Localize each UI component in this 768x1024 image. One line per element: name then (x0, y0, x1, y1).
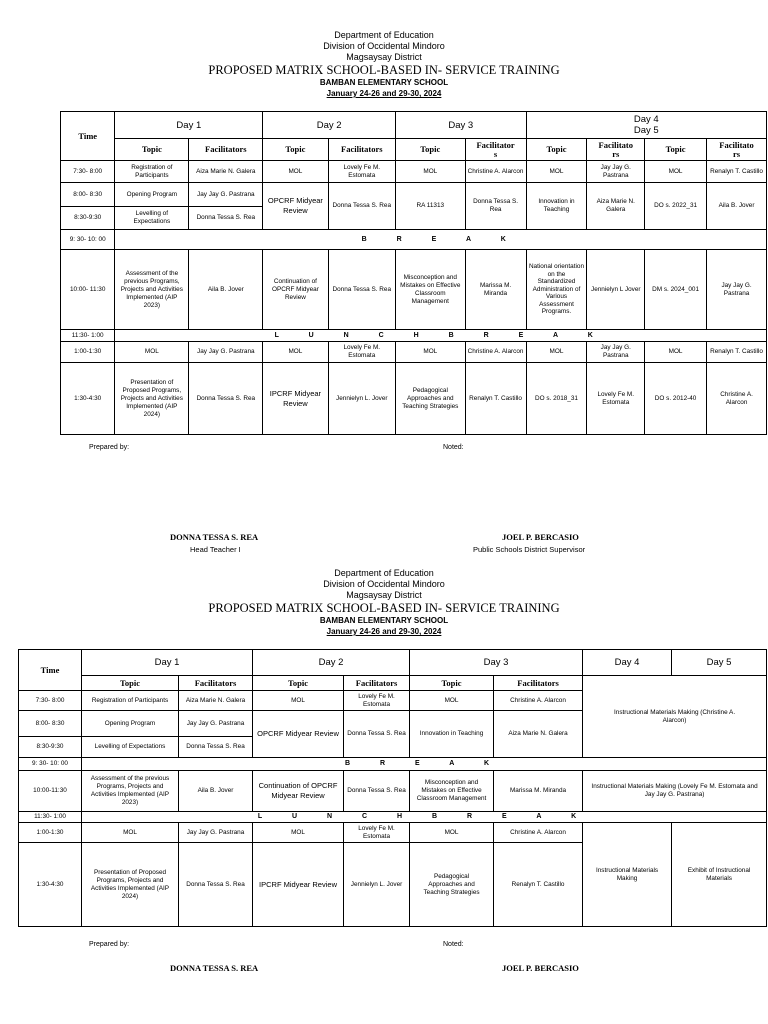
table-row (61, 342, 767, 363)
topic-cell: Misconception and Mistakes on Effective Classroom Management (396, 250, 466, 330)
day5-afternoon-cell: Exhibit of Instructional Materials (672, 823, 767, 927)
document-title: PROPOSED MATRIX SCHOOL-BASED IN- SERVICE TRAINING (208, 63, 560, 77)
topic-cell: MOL (263, 342, 328, 363)
topic-cell: MOL (396, 342, 466, 363)
time-cell: 8:30-9:30 (61, 207, 115, 230)
topic-cell: National orientation on the Standardized Administration of Various Assessment Programs. (526, 250, 587, 330)
break-label: B R E A K (115, 230, 767, 250)
topic-header: Topic (253, 676, 344, 691)
topic-cell: RA 11313 (396, 183, 466, 230)
training-dates: January 24-26 and 29-30, 2024 (326, 627, 442, 636)
noter-role: Public Schools District Supervisor (473, 545, 586, 554)
facilitator-cell: Christine A. Alarcon (494, 823, 583, 843)
noted-label: Noted: (443, 444, 464, 451)
document-header-1 (0, 30, 768, 99)
facilitator-cell: Donna Tessa S. Rea (465, 183, 526, 230)
day5-header: Day 5 (633, 125, 659, 136)
facilitator-cell: Christine A. Alarcon (707, 363, 767, 435)
topic-cell: MOL (645, 161, 707, 183)
time-cell: 9: 30- 10: 00 (61, 230, 115, 250)
topic-cell: Assessment of the previous Programs, Projects and Activities Implemented (AIP 2023) (115, 250, 189, 330)
table-row (61, 250, 767, 330)
topic-cell: Innovation in Teaching (526, 183, 587, 230)
facilitator-cell: Aila B. Jover (189, 250, 263, 330)
break-label: B R E A K (82, 758, 767, 771)
facilitator-cell: Aila B. Jover (179, 771, 253, 812)
topic-cell: OPCRF Midyear Review (253, 711, 344, 758)
topic-header: Topic (645, 139, 707, 161)
table-row (61, 161, 767, 183)
facilitators-header: Facilitators (494, 676, 583, 691)
facilitator-cell: Jay Jay G. Pastrana (189, 183, 263, 207)
facilitators-header: Facilitato rs (587, 139, 645, 161)
lunch-break-row (19, 812, 767, 823)
training-matrix-table-1 (60, 111, 767, 435)
training-matrix-table-2 (18, 649, 767, 927)
division-name: Division of Occidental Mindoro (323, 41, 445, 51)
time-cell: 10:00-11:30 (19, 771, 82, 812)
facilitator-cell: Jennielyn L. Jover (328, 363, 395, 435)
facilitator-cell: Lovely Fe M. Estomata (587, 363, 645, 435)
topic-header: Topic (263, 139, 328, 161)
topic-cell: MOL (253, 823, 344, 843)
facilitator-cell: Aiza Marie N. Galera (179, 691, 253, 711)
topic-cell: MOL (82, 823, 179, 843)
topic-header: Topic (410, 676, 494, 691)
facilitator-cell: Jay Jay G. Pastrana (587, 161, 645, 183)
facilitator-cell: Donna Tessa S. Rea (189, 207, 263, 230)
time-cell: 10:00- 11:30 (61, 250, 115, 330)
table-row (19, 823, 767, 843)
facilitator-cell: Donna Tessa S. Rea (344, 771, 410, 812)
preparer-name: DONNA TESSA S. REA (170, 532, 259, 542)
day1-header: Day 1 (115, 112, 263, 139)
facilitator-cell: Christine A. Alarcon (494, 691, 583, 711)
noted-label: Noted: (443, 941, 464, 948)
topic-cell: Registration of Participants (115, 161, 189, 183)
facilitators-header: Facilitators (179, 676, 253, 691)
break-row (19, 758, 767, 771)
facilitator-cell: Aiza Marie N. Galera (587, 183, 645, 230)
day5-header: Day 5 (672, 650, 767, 676)
break-row (61, 230, 767, 250)
facilitator-cell: Donna Tessa S. Rea (189, 363, 263, 435)
lunch-break-label: L U N C H B R E A K (82, 812, 767, 823)
prepared-by-label: Prepared by: (89, 941, 130, 948)
topic-cell: IPCRF Midyear Review (253, 843, 344, 927)
day4-5-morning-cell: Instructional Materials Making (Christine A. Alarcon) (583, 676, 767, 758)
district-name: Magsaysay District (346, 590, 422, 600)
topic-cell: IPCRF Midyear Review (263, 363, 328, 435)
topic-cell: Continuation of OPCRF Midyear Review (263, 250, 328, 330)
time-cell: 1:00-1:30 (19, 823, 82, 843)
topic-cell: Continuation of OPCRF Midyear Review (253, 771, 344, 812)
day4-5-im-cell: Instructional Materials Making (Lovely Fe M. Estomata and Jay Jay G. Pastrana) (583, 771, 767, 812)
topic-cell: MOL (526, 161, 587, 183)
topic-cell: DO s. 2022_31 (645, 183, 707, 230)
prepared-by-label: Prepared by: (89, 444, 130, 451)
facilitator-cell: Donna Tessa S. Rea (328, 250, 395, 330)
facilitator-cell: Marissa M. Miranda (465, 250, 526, 330)
facilitator-cell: Lovely Fe M. Estomata (344, 823, 410, 843)
facilitator-cell: Aila B. Jover (707, 183, 767, 230)
topic-cell: Pedagogical Approaches and Teaching Strategies (396, 363, 466, 435)
topic-cell: MOL (645, 342, 707, 363)
facilitator-cell: Donna Tessa S. Rea (179, 843, 253, 927)
time-cell: 9: 30- 10: 00 (19, 758, 82, 771)
topic-cell: Opening Program (115, 183, 189, 207)
lunch-break-label: L U N C H B R E A K (115, 330, 767, 342)
time-cell: 11:30- 1:00 (19, 812, 82, 823)
day2-header: Day 2 (253, 650, 410, 676)
table-row (61, 183, 767, 207)
table-row (19, 771, 767, 812)
facilitator-cell: Christine A. Alarcon (465, 161, 526, 183)
lunch-break-row (61, 330, 767, 342)
facilitator-cell: Marissa M. Miranda (494, 771, 583, 812)
topic-cell: Innovation in Teaching (410, 711, 494, 758)
topic-cell: MOL (115, 342, 189, 363)
facilitator-cell: Renalyn T. Castillo (465, 363, 526, 435)
facilitator-cell: Lovely Fe M. Estomata (328, 342, 395, 363)
facilitator-cell: Renalyn T. Castillo (494, 843, 583, 927)
dept-name: Department of Education (334, 568, 434, 578)
facilitators-header: Facilitato rs (707, 139, 767, 161)
topic-cell: DO s. 2018_31 (526, 363, 587, 435)
day4-day5-header (526, 112, 766, 139)
time-cell: 8:00- 8:30 (19, 711, 82, 737)
topic-cell: Assessment of the previous Programs, Projects and Activities Implemented (AIP 2023) (82, 771, 179, 812)
topic-cell: Presentation of Proposed Programs, Projects and Activities Implemented (AIP 2024) (115, 363, 189, 435)
topic-header: Topic (82, 676, 179, 691)
time-cell: 8:30-9:30 (19, 737, 82, 758)
facilitator-cell: Donna Tessa S. Rea (179, 737, 253, 758)
facilitator-cell: Donna Tessa S. Rea (344, 711, 410, 758)
topic-cell: Registration of Participants (82, 691, 179, 711)
facilitators-header: Facilitators (344, 676, 410, 691)
topic-cell: MOL (526, 342, 587, 363)
training-dates: January 24-26 and 29-30, 2024 (326, 89, 442, 98)
facilitator-cell: Jay Jay G. Pastrana (707, 250, 767, 330)
noter-name: JOEL P. BERCASIO (502, 532, 579, 542)
dept-name: Department of Education (334, 30, 434, 40)
topic-header: Topic (396, 139, 466, 161)
day3-header: Day 3 (396, 112, 527, 139)
district-name: Magsaysay District (346, 52, 422, 62)
time-header: Time (61, 112, 115, 161)
time-cell: 1:00-1:30 (61, 342, 115, 363)
topic-cell: DM s. 2024_001 (645, 250, 707, 330)
day4-header: Day 4 (633, 114, 659, 125)
division-name: Division of Occidental Mindoro (323, 579, 445, 589)
preparer-name: DONNA TESSA S. REA (170, 963, 259, 973)
school-name: BAMBAN ELEMENTARY SCHOOL (319, 616, 449, 625)
topic-cell: Misconception and Mistakes on Effective Classroom Management (410, 771, 494, 812)
school-name: BAMBAN ELEMENTARY SCHOOL (319, 78, 449, 87)
topic-header: Topic (115, 139, 189, 161)
facilitators-header: Facilitators (189, 139, 263, 161)
document-header-2 (0, 568, 768, 637)
topic-cell: MOL (410, 691, 494, 711)
facilitator-cell: Christine A. Alarcon (465, 342, 526, 363)
preparer-role: Head Teacher I (190, 545, 241, 554)
time-header: Time (19, 650, 82, 691)
topic-cell: Pedagogical Approaches and Teaching Strategies (410, 843, 494, 927)
facilitator-cell: Jennielyn L. Jover (344, 843, 410, 927)
time-cell: 1:30-4:30 (19, 843, 82, 927)
time-cell: 1:30-4:30 (61, 363, 115, 435)
topic-header: Topic (526, 139, 587, 161)
day1-header: Day 1 (82, 650, 253, 676)
facilitator-cell: Jay Jay G. Pastrana (189, 342, 263, 363)
facilitator-cell: Renalyn T. Castillo (707, 342, 767, 363)
topic-cell: DO s. 2012-40 (645, 363, 707, 435)
day4-header: Day 4 (583, 650, 672, 676)
topic-cell: Opening Program (82, 711, 179, 737)
facilitators-header: Facilitators (328, 139, 395, 161)
facilitator-cell: Jay Jay G. Pastrana (179, 711, 253, 737)
topic-cell: MOL (263, 161, 328, 183)
topic-cell: Levelling of Expectations (115, 207, 189, 230)
facilitator-cell: Lovely Fe M. Estomata (344, 691, 410, 711)
time-cell: 7:30- 8:00 (19, 691, 82, 711)
topic-cell: MOL (253, 691, 344, 711)
facilitator-cell: Donna Tessa S. Rea (328, 183, 395, 230)
topic-cell: Levelling of Expectations (82, 737, 179, 758)
facilitator-cell: Aiza Marie N. Galera (189, 161, 263, 183)
facilitators-header: Facilitator s (465, 139, 526, 161)
topic-cell: MOL (396, 161, 466, 183)
facilitator-cell: Aiza Marie N. Galera (494, 711, 583, 758)
facilitator-cell: Jennielyn L Jover (587, 250, 645, 330)
day2-header: Day 2 (263, 112, 396, 139)
noter-name: JOEL P. BERCASIO (502, 963, 579, 973)
time-cell: 8:00- 8:30 (61, 183, 115, 207)
topic-cell: Presentation of Proposed Programs, Projects and Activities Implemented (AIP 2024) (82, 843, 179, 927)
facilitator-cell: Jay Jay G. Pastrana (179, 823, 253, 843)
time-cell: 11:30- 1:00 (61, 330, 115, 342)
topic-cell: MOL (410, 823, 494, 843)
day3-header: Day 3 (410, 650, 583, 676)
topic-cell: OPCRF Midyear Review (263, 183, 328, 230)
facilitator-cell: Lovely Fe M. Estomata (328, 161, 395, 183)
time-cell: 7:30- 8:00 (61, 161, 115, 183)
document-title: PROPOSED MATRIX SCHOOL-BASED IN- SERVICE TRAINING (208, 601, 560, 615)
facilitator-cell: Jay Jay G. Pastrana (587, 342, 645, 363)
table-row (61, 363, 767, 435)
facilitator-cell: Renalyn T. Castillo (707, 161, 767, 183)
day4-afternoon-cell: Instructional Materials Making (583, 823, 672, 927)
